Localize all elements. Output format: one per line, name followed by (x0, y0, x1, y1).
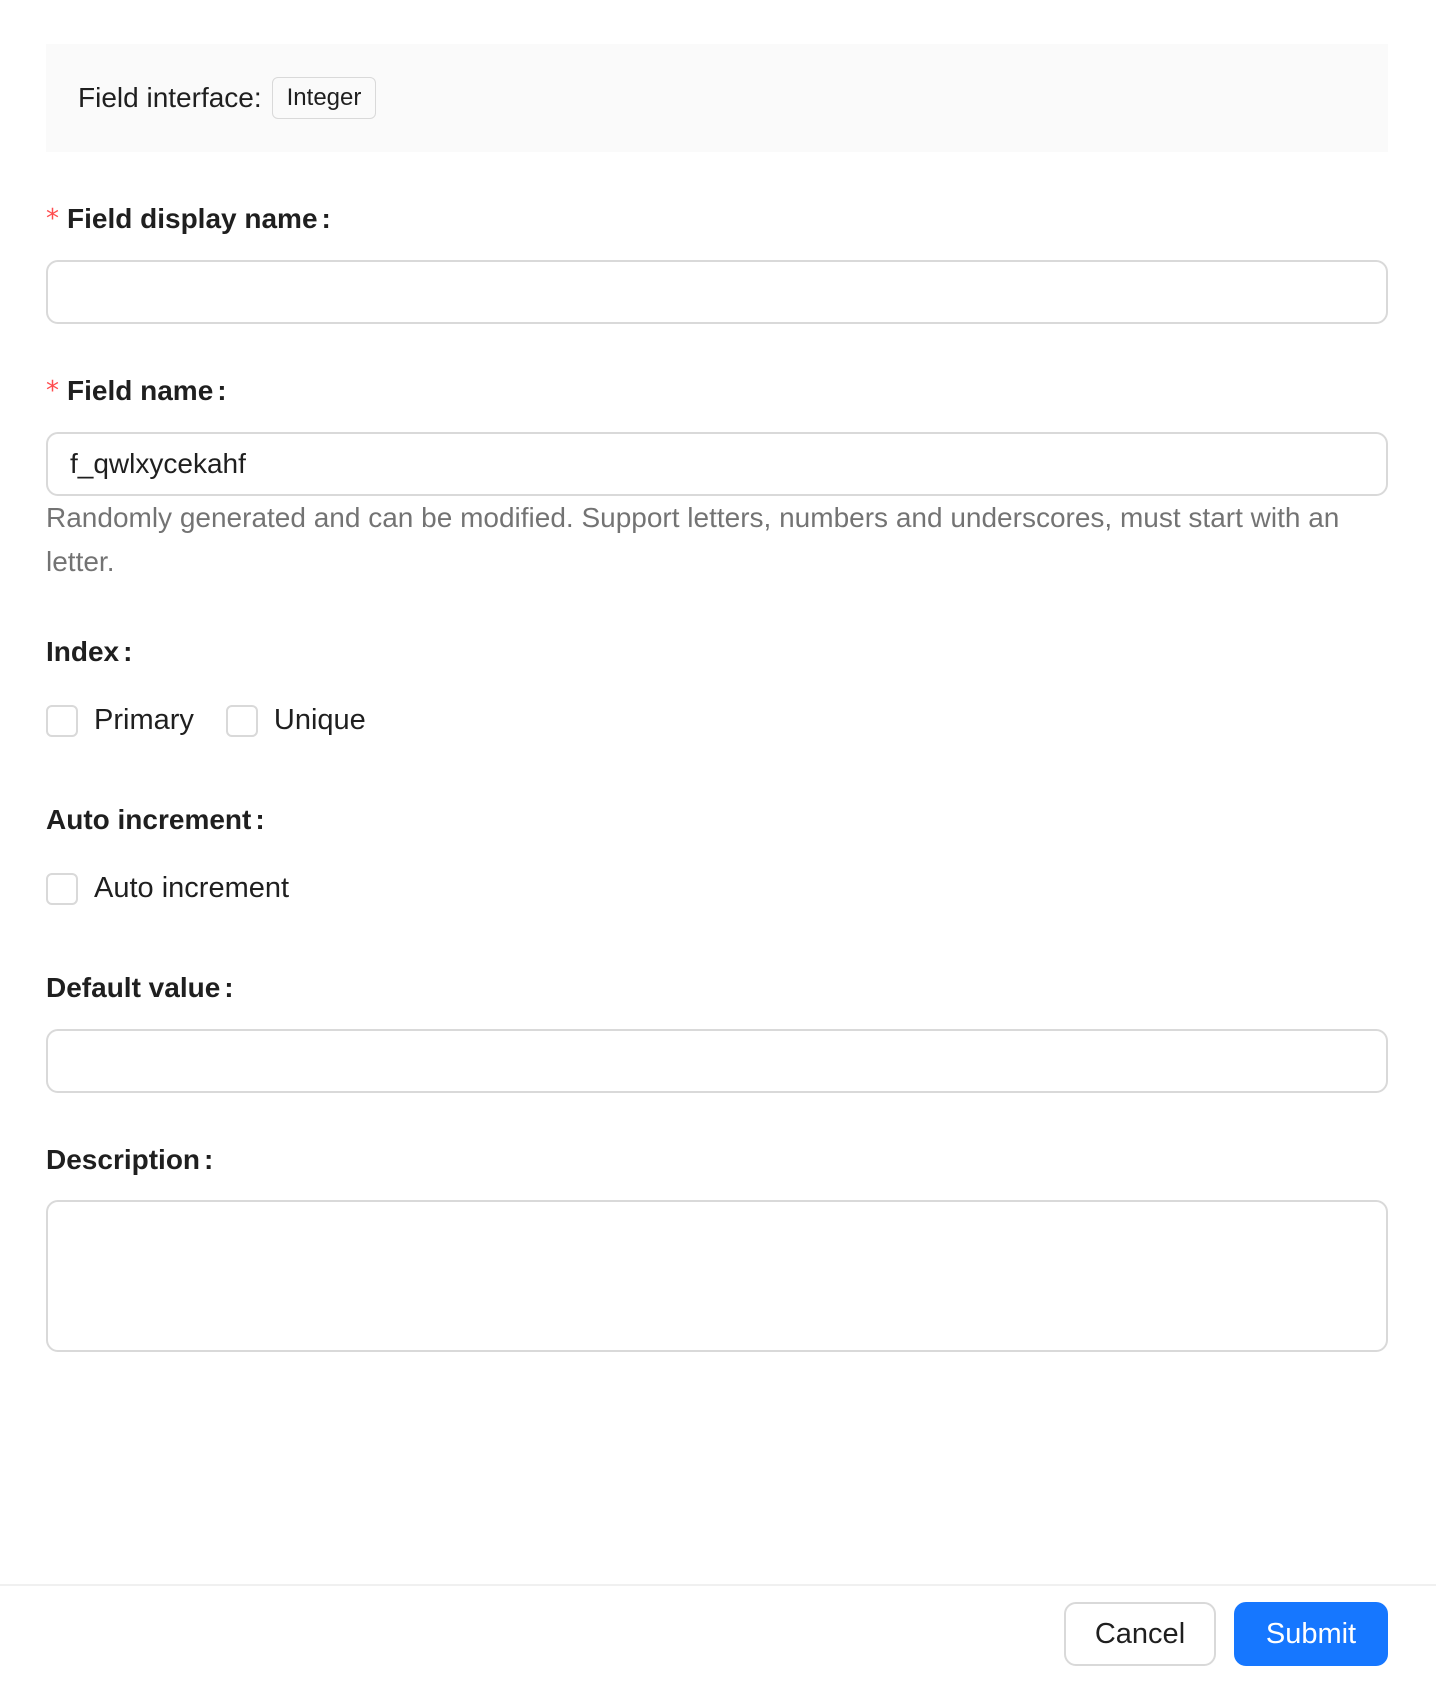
auto-increment-checkbox-item[interactable] (46, 872, 289, 905)
field-interface-label: Field interface: (78, 82, 262, 113)
default-value-label (46, 972, 234, 1004)
auto-increment-label (46, 804, 265, 836)
submit-button[interactable]: Submit (1234, 1602, 1388, 1666)
description-label (46, 1144, 213, 1176)
index-label (46, 636, 132, 668)
required-mark: * (46, 204, 59, 234)
auto-increment-checkbox-label: Auto increment (94, 872, 290, 904)
field-name-label (46, 375, 227, 407)
unique-checkbox[interactable] (226, 705, 258, 737)
index-label-text: Index (46, 636, 120, 667)
default-value-input[interactable] (46, 1029, 1388, 1093)
field-name-input[interactable] (46, 432, 1388, 496)
drawer-footer (0, 1584, 1436, 1682)
auto-increment-label-text: Auto increment (46, 804, 252, 835)
field-display-name-input[interactable] (46, 260, 1388, 324)
primary-checkbox-item[interactable] (46, 704, 194, 737)
default-value-label-text: Default value (46, 972, 221, 1003)
unique-checkbox-item[interactable] (226, 704, 366, 737)
auto-increment-options (46, 872, 321, 905)
auto-increment-checkbox[interactable] (46, 873, 78, 905)
primary-checkbox-label: Primary (94, 704, 194, 736)
label-colon: : (321, 203, 331, 234)
required-mark: * (46, 376, 59, 406)
field-name-label-text: Field name (67, 375, 214, 406)
field-display-name-label-text: Field display name (67, 203, 318, 234)
label-colon: : (255, 804, 265, 835)
field-name-help-text: Randomly generated and can be modified. Support letters, numbers and underscores, must start with an letter. (46, 502, 1340, 577)
primary-checkbox[interactable] (46, 705, 78, 737)
cancel-button[interactable]: Cancel (1064, 1602, 1216, 1666)
field-display-name-label (46, 203, 331, 235)
field-interface-tag: Integer (272, 77, 377, 119)
label-colon: : (224, 972, 234, 1003)
label-colon: : (217, 375, 227, 406)
description-label-text: Description (46, 1144, 201, 1175)
label-colon: : (123, 636, 133, 667)
description-textarea[interactable] (46, 1200, 1388, 1352)
unique-checkbox-label: Unique (273, 704, 366, 736)
label-colon: : (204, 1144, 214, 1175)
index-options (46, 704, 398, 737)
field-interface-bar (46, 44, 1388, 152)
